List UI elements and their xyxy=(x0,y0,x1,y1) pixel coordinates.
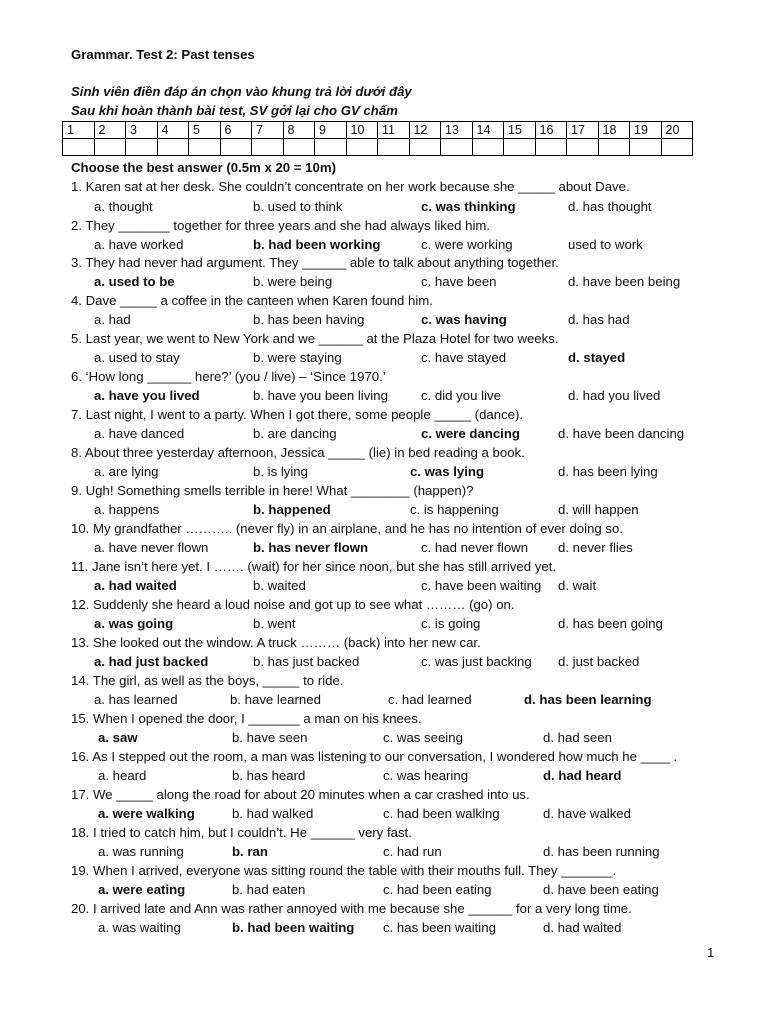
answer-option[interactable]: d. has been learning xyxy=(524,692,652,707)
answer-input-cell[interactable] xyxy=(535,139,567,156)
answer-option[interactable]: d. has had xyxy=(568,312,630,327)
grid-number-cell: 15 xyxy=(504,122,536,139)
answer-option[interactable]: d. had waited xyxy=(543,920,622,935)
question-text: 20. I arrived late and Ann was rather annoyed with me because she ______ for a very long time. xyxy=(71,901,632,916)
answer-input-cell[interactable] xyxy=(472,139,504,156)
grid-number-cell: 9 xyxy=(315,122,347,139)
answer-option[interactable]: d. have been being xyxy=(568,274,681,289)
question-text: 4. Dave _____ a coffee in the canteen when Karen found him. xyxy=(71,293,433,308)
answer-option[interactable]: b. had been waiting xyxy=(232,920,355,935)
answer-option[interactable]: b. had eaten xyxy=(232,882,306,897)
answer-option[interactable]: b. waited xyxy=(253,578,306,593)
answer-option[interactable]: d. has been lying xyxy=(558,464,658,479)
answer-grid xyxy=(62,121,693,156)
answer-option[interactable]: c. had learned xyxy=(388,692,472,707)
answer-input-cell[interactable] xyxy=(661,139,693,156)
question-text: 17. We _____ along the road for about 20 minutes when a car crashed into us. xyxy=(71,787,530,802)
answer-option[interactable]: a. saw xyxy=(98,730,138,745)
answer-option[interactable]: a. had just backed xyxy=(94,654,209,669)
answer-option[interactable]: a. happens xyxy=(94,502,160,517)
answer-grid-number-row xyxy=(63,122,693,139)
answer-input-cell[interactable] xyxy=(441,139,473,156)
answer-option[interactable]: d. never flies xyxy=(558,540,633,555)
answer-option[interactable]: c. have been xyxy=(421,274,497,289)
question-text: 1. Karen sat at her desk. She couldn’t concentrate on her work because she _____ about Dave. xyxy=(71,179,630,194)
section-heading: Choose the best answer (0.5m x 20 = 10m) xyxy=(71,160,336,175)
answer-option[interactable]: c. did you live xyxy=(421,388,501,403)
answer-input-cell[interactable] xyxy=(504,139,536,156)
answer-option[interactable]: c. was hearing xyxy=(383,768,469,783)
answer-option[interactable]: c. have been waiting xyxy=(421,578,542,593)
answer-input-cell[interactable] xyxy=(378,139,410,156)
answer-option[interactable]: d. has been running xyxy=(543,844,660,859)
answer-option[interactable]: d. wait xyxy=(558,578,597,593)
answer-option[interactable]: b. has heard xyxy=(232,768,306,783)
answer-option[interactable]: a. are lying xyxy=(94,464,159,479)
answer-option[interactable]: b. are dancing xyxy=(253,426,337,441)
answer-option[interactable]: c. were working xyxy=(421,237,513,252)
answer-option[interactable]: c. had never flown xyxy=(421,540,529,555)
answer-option[interactable]: a. were eating xyxy=(98,882,186,897)
question-text: 13. She looked out the window. A truck ……… (back) into her new car. xyxy=(71,635,481,650)
grid-number-cell: 7 xyxy=(252,122,284,139)
answer-input-cell[interactable] xyxy=(346,139,378,156)
question-text: 8. About three yesterday afternoon, Jessica _____ (lie) in bed reading a book. xyxy=(71,445,525,460)
grid-number-cell: 19 xyxy=(630,122,662,139)
page-title: Grammar. Test 2: Past tenses xyxy=(71,47,255,62)
answer-option[interactable]: c. was thinking xyxy=(421,199,516,214)
answer-input-cell[interactable] xyxy=(630,139,662,156)
grid-number-cell: 10 xyxy=(346,122,378,139)
answer-option[interactable]: a. were walking xyxy=(98,806,195,821)
answer-input-cell[interactable] xyxy=(598,139,630,156)
question-text: 18. I tried to catch him, but I couldn’t. He ______ very fast. xyxy=(71,825,412,840)
answer-option[interactable]: a. heard xyxy=(98,768,147,783)
grid-number-cell: 16 xyxy=(535,122,567,139)
answer-option[interactable]: d. had seen xyxy=(543,730,612,745)
answer-input-cell[interactable] xyxy=(189,139,221,156)
grid-number-cell: 20 xyxy=(661,122,693,139)
answer-option[interactable]: a. used to be xyxy=(94,274,175,289)
grid-number-cell: 12 xyxy=(409,122,441,139)
answer-option[interactable]: b. had been working xyxy=(253,237,381,252)
answer-option[interactable]: used to work xyxy=(568,237,643,252)
question-text: 19. When I arrived, everyone was sitting round the table with their mouths full. They _______. xyxy=(71,863,617,878)
answer-option[interactable]: a. was running xyxy=(98,844,184,859)
answer-option[interactable]: a. have danced xyxy=(94,426,185,441)
answer-input-cell[interactable] xyxy=(94,139,126,156)
grid-number-cell: 1 xyxy=(63,122,95,139)
instruction-line-1: Sinh viên điền đáp án chọn vào khung trả lời dưới đây xyxy=(71,84,412,99)
question-text: 11. Jane isn’t here yet. I ……. (wait) for her since noon, but she has still arrived yet. xyxy=(71,559,556,574)
grid-number-cell: 6 xyxy=(220,122,252,139)
answer-input-cell[interactable] xyxy=(409,139,441,156)
grid-number-cell: 18 xyxy=(598,122,630,139)
answer-option[interactable]: b. has been having xyxy=(253,312,365,327)
answer-option[interactable]: c. had been eating xyxy=(383,882,492,897)
answer-option[interactable]: a. had waited xyxy=(94,578,177,593)
answer-option[interactable]: d. had you lived xyxy=(568,388,661,403)
answer-option[interactable]: c. was having xyxy=(421,312,507,327)
answer-option[interactable]: d. have been eating xyxy=(543,882,659,897)
answer-input-cell[interactable] xyxy=(252,139,284,156)
question-text: 15. When I opened the door, I _______ a man on his knees. xyxy=(71,711,422,726)
question-text: 9. Ugh! Something smells terrible in here! What ________ (happen)? xyxy=(71,483,474,498)
question-text: 6. ‘How long ______ here?’ (you / live) – ‘Since 1970.’ xyxy=(71,369,386,384)
answer-option[interactable]: b. were being xyxy=(253,274,333,289)
answer-option[interactable]: a. has learned xyxy=(94,692,178,707)
grid-number-cell: 2 xyxy=(94,122,126,139)
answer-option[interactable]: a. have worked xyxy=(94,237,184,252)
answer-input-cell[interactable] xyxy=(220,139,252,156)
answer-option[interactable]: a. had xyxy=(94,312,131,327)
answer-option[interactable]: b. had walked xyxy=(232,806,314,821)
answer-option[interactable]: b. used to think xyxy=(253,199,343,214)
instruction-line-2: Sau khi hoàn thành bài test, SV gởi lại cho GV chấm xyxy=(71,103,398,118)
answer-option[interactable]: b. has never flown xyxy=(253,540,369,555)
answer-option[interactable]: c. had been walking xyxy=(383,806,500,821)
answer-option[interactable]: d. had heard xyxy=(543,768,622,783)
answer-option[interactable]: c. is going xyxy=(421,616,481,631)
answer-option[interactable]: d. has thought xyxy=(568,199,652,214)
answer-option[interactable]: a. was waiting xyxy=(98,920,181,935)
answer-option[interactable]: b. have you been living xyxy=(253,388,388,403)
question-text: 12. Suddenly she heard a loud noise and got up to see what ……… (go) on. xyxy=(71,597,515,612)
answer-option[interactable]: a. thought xyxy=(94,199,153,214)
answer-option[interactable]: b. has just backed xyxy=(253,654,360,669)
answer-option[interactable]: b. have seen xyxy=(232,730,308,745)
answer-option[interactable]: c. is happening xyxy=(410,502,499,517)
answer-option[interactable]: d. has been going xyxy=(558,616,663,631)
answer-option[interactable]: b. were staying xyxy=(253,350,342,365)
question-text: 10. My grandfather ……….. (never fly) in an airplane, and he has no intention of ever doing so. xyxy=(71,521,623,536)
question-text: 3. They had never had argument. They ______ able to talk about anything together. xyxy=(71,255,559,270)
answer-option[interactable]: b. went xyxy=(253,616,296,631)
answer-option[interactable]: c. have stayed xyxy=(421,350,507,365)
answer-option[interactable]: d. stayed xyxy=(568,350,626,365)
grid-number-cell: 17 xyxy=(567,122,599,139)
answer-option[interactable]: d. just backed xyxy=(558,654,640,669)
question-text: 16. As I stepped out the room, a man was listening to our conversation, I wondered how much he ____ . xyxy=(71,749,678,764)
answer-grid-answer-row xyxy=(63,139,693,156)
answer-input-cell[interactable] xyxy=(315,139,347,156)
answer-option[interactable]: b. ran xyxy=(232,844,268,859)
answer-option[interactable]: a. used to stay xyxy=(94,350,180,365)
answer-option[interactable]: c. were dancing xyxy=(421,426,520,441)
grid-number-cell: 13 xyxy=(441,122,473,139)
answer-option[interactable]: c. was lying xyxy=(410,464,485,479)
answer-input-cell[interactable] xyxy=(63,139,95,156)
answer-option[interactable]: a. have never flown xyxy=(94,540,209,555)
grid-number-cell: 14 xyxy=(472,122,504,139)
question-text: 2. They _______ together for three years and she had always liked him. xyxy=(71,218,491,233)
answer-option[interactable]: c. was just backing xyxy=(421,654,532,669)
answer-option[interactable]: b. is lying xyxy=(253,464,308,479)
answer-option[interactable]: b. happened xyxy=(253,502,331,517)
page-number: 1 xyxy=(707,945,715,960)
answer-option[interactable]: d. have been dancing xyxy=(558,426,685,441)
question-text: 7. Last night, I went to a party. When I got there, some people _____ (dance). xyxy=(71,407,524,422)
answer-option[interactable]: c. has been waiting xyxy=(383,920,496,935)
grid-number-cell: 11 xyxy=(378,122,410,139)
answer-option[interactable]: d. will happen xyxy=(558,502,639,517)
answer-option[interactable]: a. was going xyxy=(94,616,174,631)
answer-input-cell[interactable] xyxy=(157,139,189,156)
answer-input-cell[interactable] xyxy=(283,139,315,156)
answer-option[interactable]: d. have walked xyxy=(543,806,631,821)
answer-option[interactable]: a. have you lived xyxy=(94,388,200,403)
answer-input-cell[interactable] xyxy=(567,139,599,156)
question-text: 14. The girl, as well as the boys, _____ to ride. xyxy=(71,673,344,688)
question-text: 5. Last year, we went to New York and we ______ at the Plaza Hotel for two weeks. xyxy=(71,331,559,346)
grid-number-cell: 4 xyxy=(157,122,189,139)
answer-option[interactable]: c. had run xyxy=(383,844,442,859)
answer-input-cell[interactable] xyxy=(126,139,158,156)
grid-number-cell: 8 xyxy=(283,122,315,139)
answer-option[interactable]: c. was seeing xyxy=(383,730,463,745)
grid-number-cell: 3 xyxy=(126,122,158,139)
answer-option[interactable]: b. have learned xyxy=(230,692,321,707)
grid-number-cell: 5 xyxy=(189,122,221,139)
